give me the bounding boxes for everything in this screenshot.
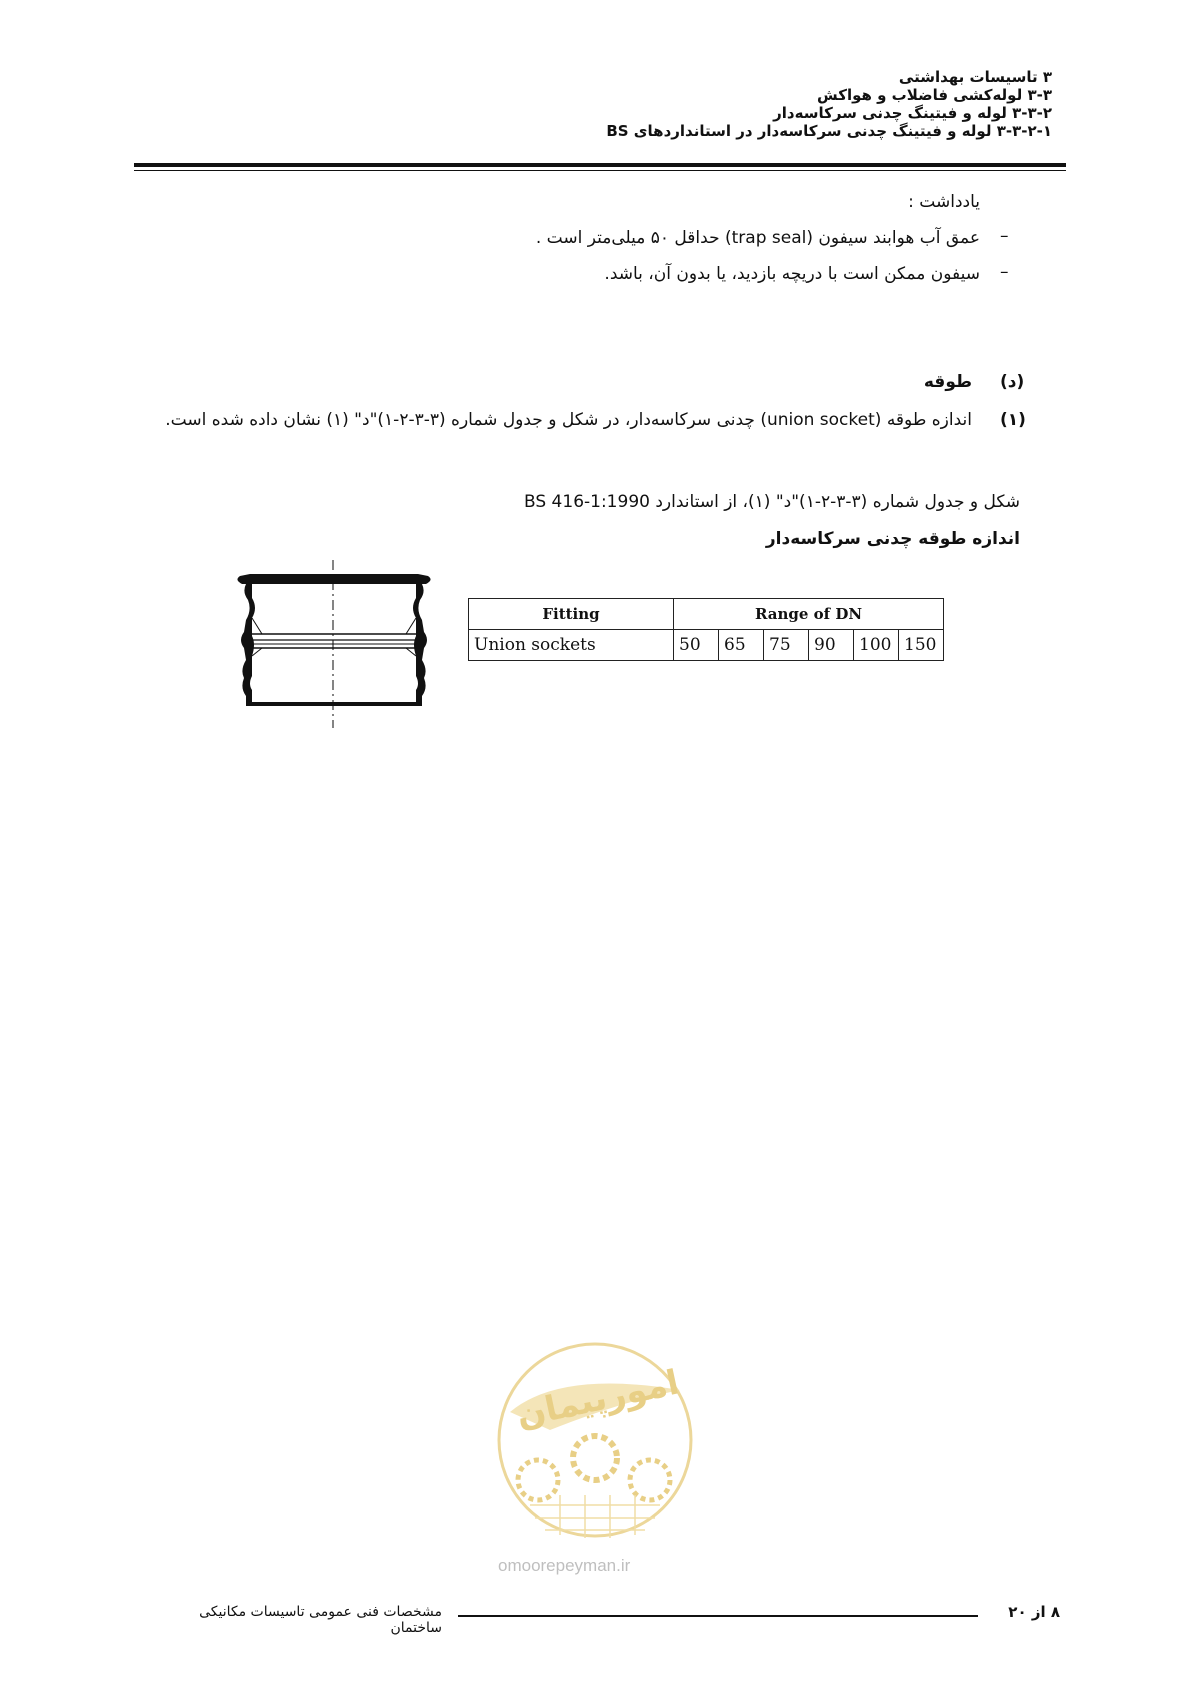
note-item-1 [180, 226, 980, 250]
figure-subtitle: اندازه طوقه چدنی سرکاسه‌دار [765, 529, 1020, 549]
table-cell: 75 [764, 630, 809, 661]
table-cell: 150 [899, 630, 944, 661]
table-cell: 90 [809, 630, 854, 661]
footer-rule [458, 1615, 978, 1617]
table-header-row [469, 599, 944, 630]
section-marker: (د) [1000, 372, 1025, 392]
table-cell: 50 [674, 630, 719, 661]
bullet-dash: – [1000, 262, 1009, 282]
watermark-url: omoorepeyman.ir [498, 1556, 631, 1575]
table-row-label: Union sockets [469, 630, 674, 661]
note-item-2 [180, 262, 980, 286]
item-marker: (۱) [1000, 410, 1026, 430]
header-rule-thin [134, 170, 1066, 171]
header-rule-thick [134, 163, 1066, 167]
page-header [152, 68, 1052, 140]
header-line-4: ۳-۳-۲-۱ لوله و فیتینگ چدنی سرکاسه‌دار در استانداردهای BS [606, 122, 1052, 140]
svg-text:امورپیمان: امورپیمان [512, 1362, 683, 1436]
item-text: اندازه طوقه (union socket) چدنی سرکاسه‌دار، در شکل و جدول شماره (۳-۳-۲-۱)"د" (۱) نشان داده شده است. [165, 410, 972, 430]
note-title: یادداشت : [908, 192, 980, 212]
table-header-range: Range of DN [674, 599, 944, 630]
footer-title: مشخصات فنی عمومی تاسیسات مکانیکی ساختمان [199, 1604, 442, 1636]
page-number: ۸ از ۲۰ [1008, 1603, 1060, 1621]
note-item-text: سیفون ممکن است با دریچه بازدید، یا بدون آن، باشد. [604, 264, 980, 284]
table-row [469, 630, 944, 661]
header-line-1: ۳ تاسیسات بهداشتی [898, 68, 1052, 86]
union-socket-drawing-icon [222, 560, 448, 728]
table-cell: 65 [719, 630, 764, 661]
note-item-text: عمق آب هوابند سیفون (trap seal) حداقل ۵۰ میلی‌متر است . [535, 228, 980, 248]
table-header-fitting: Fitting [469, 599, 674, 630]
figure-caption: شکل و جدول شماره (۳-۳-۲-۱)"د" (۱)، از استاندارد BS 416-1:1990 [524, 492, 1020, 512]
bullet-dash: – [1000, 226, 1009, 246]
dn-table [468, 598, 944, 661]
section-title: طوقه [923, 372, 972, 392]
header-line-2: ۳-۳ لوله‌کشی فاضلاب و هواکش [817, 86, 1052, 104]
header-line-3: ۳-۳-۲ لوله و فیتینگ چدنی سرکاسه‌دار [773, 104, 1052, 122]
watermark-logo-icon [490, 1330, 700, 1560]
table-cell: 100 [854, 630, 899, 661]
